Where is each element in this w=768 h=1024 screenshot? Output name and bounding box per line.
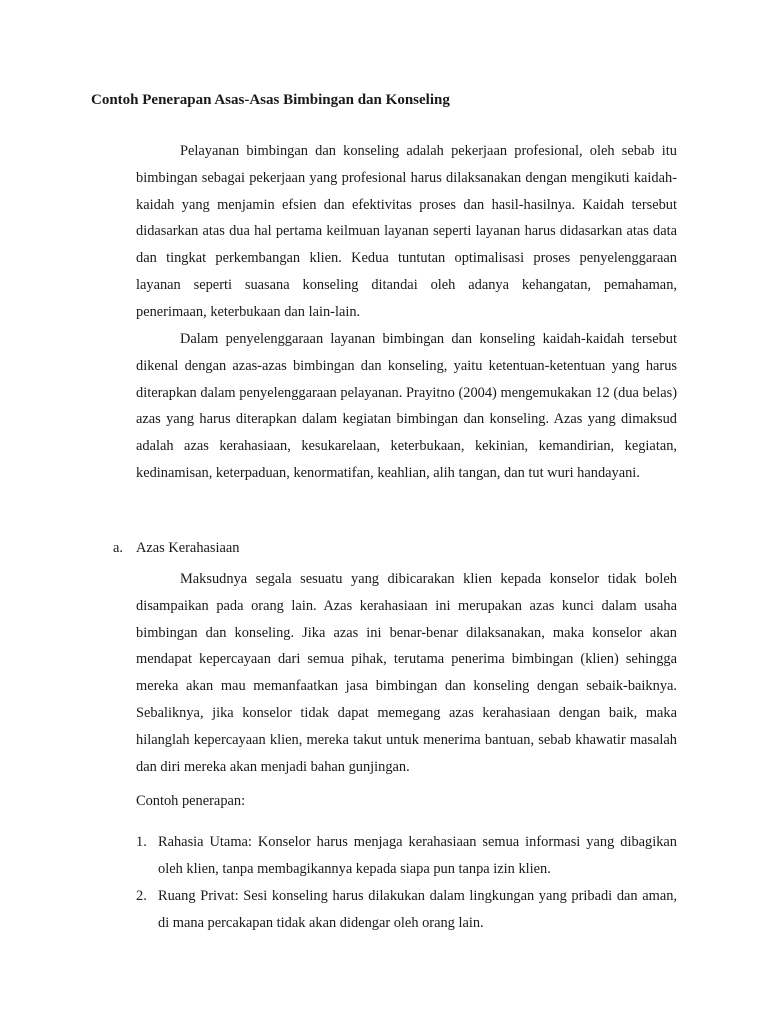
section-heading: Azas Kerahasiaan	[136, 540, 240, 556]
document-title: Contoh Penerapan Asas-Asas Bimbingan dan Konseling	[91, 92, 450, 108]
list-item-2: Ruang Privat: Sesi konseling harus dilakukan dalam lingkungan yang pribadi dan aman, di mana percakapan tidak akan didengar oleh orang lain.	[158, 888, 677, 931]
section-paragraph: Maksudnya segala sesuatu yang dibicarakan klien kepada konselor tidak boleh disampaikan pada orang lain. Azas kerahasiaan ini merupakan azas kunci dalam usaha bimbingan dan konseling. Jika azas ini benar-benar dilaksanakan, maka konselor akan mendapat kepercayaan dari semua pihak, terutama penerima bimbingan (klien) sehingga mereka akan mau memanfaatkan jasa bimbingan dan konseling dengan sebaik-baiknya. Sebaliknya, jika konselor tidak dapat memegang azas kerahasiaan dengan baik, maka hilanglah kepercayaan klien, mereka takut untuk menerima bantuan, sebab khawatir masalah dan diri mereka akan menjadi bahan gunjingan.	[136, 571, 677, 775]
list-number-2: 2.	[136, 888, 147, 904]
list-number-1: 1.	[136, 834, 147, 850]
section-marker: a.	[113, 540, 123, 556]
intro-paragraph-2: Dalam penyelenggaraan layanan bimbingan dan konseling kaidah-kaidah tersebut dikenal dengan azas-azas bimbingan dan konseling, yaitu ketentuan-ketentuan yang harus diterapkan dalam penyelenggaraan pelayanan. Prayitno (2004) mengemukakan 12 (dua belas) azas yang harus diterapkan dalam kegiatan bimbingan dan konseling. Azas yang dimaksud adalah azas kerahasiaan, kesukarelaan, keterbukaan, kekinian, kemandirian, kegiatan, kedinamisan, keterpaduan, kenormatifan, keahlian, alih tangan, dan tut wuri handayani.	[136, 331, 677, 481]
intro-paragraph-1: Pelayanan bimbingan dan konseling adalah pekerjaan profesional, oleh sebab itu bimbingan sebagai pekerjaan yang profesional harus dilaksanakan dengan mengikuti kaidah-kaidah yang menjamin efsien dan efektivitas proses dan hasil-hasilnya. Kaidah tersebut didasarkan atas dua hal pertama keilmuan layanan seperti layanan harus didasarkan atas data dan tingkat perkembangan klien. Kedua tuntutan optimalisasi proses penyelenggaraan layanan seperti suasana konseling ditandai oleh adanya kehangatan, pemahaman, penerimaan, keterbukaan dan lain-lain.	[136, 143, 677, 320]
list-item-1: Rahasia Utama: Konselor harus menjaga kerahasiaan semua informasi yang dibagikan oleh klien, tanpa membagikannya kepada siapa pun tanpa izin klien.	[158, 834, 677, 877]
example-label: Contoh penerapan:	[136, 793, 246, 809]
